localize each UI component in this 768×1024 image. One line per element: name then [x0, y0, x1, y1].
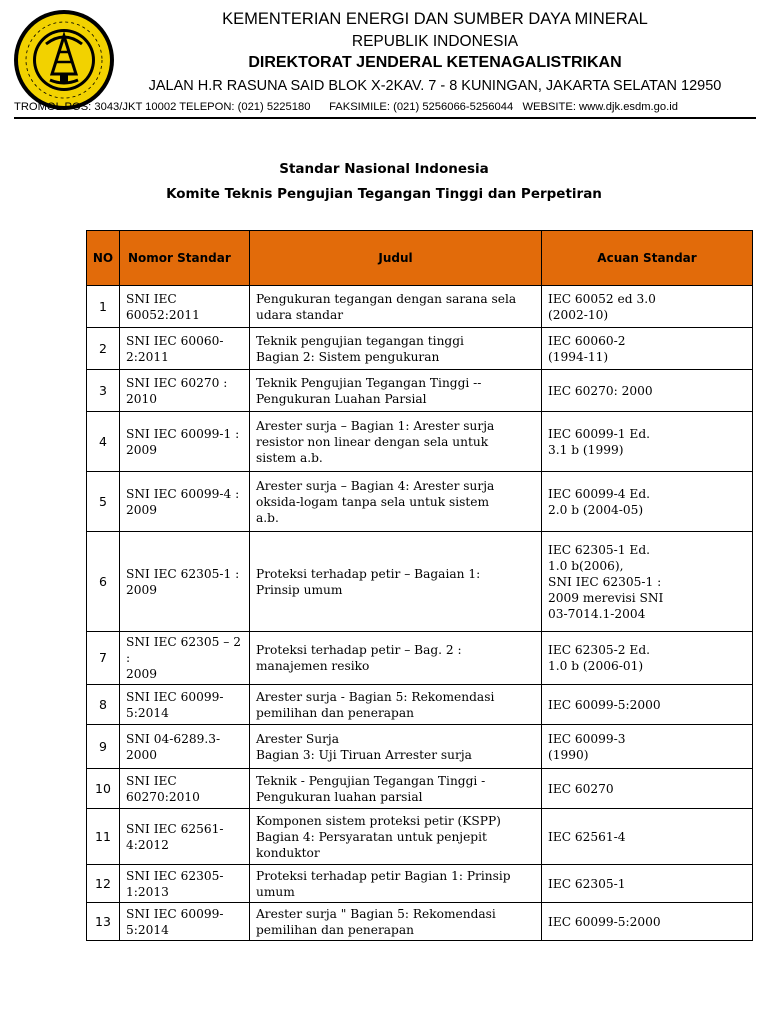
reference-standard: IEC 60060-2 (1994-11) [542, 328, 753, 370]
standard-title: Arester surja – Bagian 1: Arester surja resistor non linear dengan sela untuk sistem a.b. [250, 412, 542, 472]
standard-title: Arester surja – Bagian 4: Arester surja oksida-logam tanpa sela untuk sistem a.b. [250, 472, 542, 532]
standard-title: Arester surja " Bagian 5: Rekomendasi pemilihan dan penerapan [250, 903, 542, 941]
standard-number: SNI IEC 60060- 2:2011 [120, 328, 250, 370]
standard-number: SNI IEC 60052:2011 [120, 286, 250, 328]
column-header-judul: Judul [250, 231, 542, 286]
column-header-acuan-standar: Acuan Standar [542, 231, 753, 286]
row-number: 3 [87, 370, 120, 412]
table-body [87, 286, 753, 941]
standard-number: SNI IEC 62561- 4:2012 [120, 809, 250, 865]
row-number: 13 [87, 903, 120, 941]
table-header-row [87, 231, 753, 286]
reference-standard: IEC 60270: 2000 [542, 370, 753, 412]
standard-number: SNI IEC 62305 – 2 : 2009 [120, 632, 250, 685]
standard-title: Teknik pengujian tegangan tinggi Bagian 2: Sistem pengukuran [250, 328, 542, 370]
table-row [87, 328, 753, 370]
table-row [87, 865, 753, 903]
esdm-logo [12, 8, 116, 112]
standard-title: Komponen sistem proteksi petir (KSPP) Bagian 4: Persyaratan untuk penjepit konduktor [250, 809, 542, 865]
reference-standard: IEC 60099-4 Ed. 2.0 b (2004-05) [542, 472, 753, 532]
table-row [87, 532, 753, 632]
standard-title: Arester Surja Bagian 3: Uji Tiruan Arrester surja [250, 725, 542, 769]
table-row [87, 632, 753, 685]
document-subtitle: Komite Teknis Pengujian Tegangan Tinggi dan Perpetiran [166, 186, 602, 202]
table-row [87, 809, 753, 865]
table-row [87, 370, 753, 412]
office-address: JALAN H.R RASUNA SAID BLOK X-2KAV. 7 - 8 KUNINGAN, JAKARTA SELATAN 12950 [148, 78, 722, 94]
standard-number: SNI IEC 60099- 5:2014 [120, 903, 250, 941]
row-number: 9 [87, 725, 120, 769]
standard-number: SNI IEC 60270 : 2010 [120, 370, 250, 412]
row-number: 11 [87, 809, 120, 865]
reference-standard: IEC 62305-1 Ed. 1.0 b(2006), SNI IEC 62305-1 : 2009 merevisi SNI 03-7014.1-2004 [542, 532, 753, 632]
row-number: 12 [87, 865, 120, 903]
standard-number: SNI IEC 62305-1 : 2009 [120, 532, 250, 632]
standard-number: SNI IEC 60270:2010 [120, 769, 250, 809]
reference-standard: IEC 62305-1 [542, 865, 753, 903]
standard-number: SNI IEC 60099- 5:2014 [120, 685, 250, 725]
table-row [87, 725, 753, 769]
document-title: Standar Nasional Indonesia [279, 161, 489, 177]
row-number: 8 [87, 685, 120, 725]
reference-standard: IEC 60052 ed 3.0 (2002-10) [542, 286, 753, 328]
table-row [87, 286, 753, 328]
row-number: 4 [87, 412, 120, 472]
ministry-name: KEMENTERIAN ENERGI DAN SUMBER DAYA MINERAL [222, 10, 648, 28]
reference-standard: IEC 60270 [542, 769, 753, 809]
table-row [87, 769, 753, 809]
row-number: 1 [87, 286, 120, 328]
table-row [87, 903, 753, 941]
standard-title: Teknik - Pengujian Tegangan Tinggi - Pengukuran luahan parsial [250, 769, 542, 809]
row-number: 6 [87, 532, 120, 632]
standard-title: Proteksi terhadap petir – Bagaian 1: Prinsip umum [250, 532, 542, 632]
standard-number: SNI 04-6289.3- 2000 [120, 725, 250, 769]
standard-title: Proteksi terhadap petir Bagian 1: Prinsip umum [250, 865, 542, 903]
reference-standard: IEC 60099-1 Ed. 3.1 b (1999) [542, 412, 753, 472]
contact-info: TROMOL POS: 3043/JKT 10002 TELEPON: (021) 5225180 FAKSIMILE: (021) 5256066-5256044 WEBSITE: www.djk.esdm.go.id [14, 101, 678, 113]
table-row [87, 685, 753, 725]
row-number: 2 [87, 328, 120, 370]
reference-standard: IEC 60099-5:2000 [542, 685, 753, 725]
standard-number: SNI IEC 62305- 1:2013 [120, 865, 250, 903]
row-number: 10 [87, 769, 120, 809]
column-header-nomor-standar: Nomor Standar [120, 231, 250, 286]
row-number: 5 [87, 472, 120, 532]
column-header-no: NO [87, 231, 120, 286]
standard-title: Pengukuran tegangan dengan sarana sela udara standar [250, 286, 542, 328]
republic-name: REPUBLIK INDONESIA [351, 33, 519, 50]
reference-standard: IEC 62561-4 [542, 809, 753, 865]
standards-table [86, 230, 753, 941]
standard-number: SNI IEC 60099-1 : 2009 [120, 412, 250, 472]
table-row [87, 412, 753, 472]
letterhead [0, 0, 768, 124]
standard-title: Proteksi terhadap petir – Bag. 2 : manajemen resiko [250, 632, 542, 685]
row-number: 7 [87, 632, 120, 685]
directorate-name: DIREKTORAT JENDERAL KETENAGALISTRIKAN [248, 54, 622, 71]
reference-standard: IEC 60099-5:2000 [542, 903, 753, 941]
reference-standard: IEC 60099-3 (1990) [542, 725, 753, 769]
standard-title: Arester surja - Bagian 5: Rekomendasi pemilihan dan penerapan [250, 685, 542, 725]
table-row [87, 472, 753, 532]
standard-number: SNI IEC 60099-4 : 2009 [120, 472, 250, 532]
standard-title: Teknik Pengujian Tegangan Tinggi -- Pengukuran Luahan Parsial [250, 370, 542, 412]
reference-standard: IEC 62305-2 Ed. 1.0 b (2006-01) [542, 632, 753, 685]
letterhead-divider [14, 117, 756, 119]
